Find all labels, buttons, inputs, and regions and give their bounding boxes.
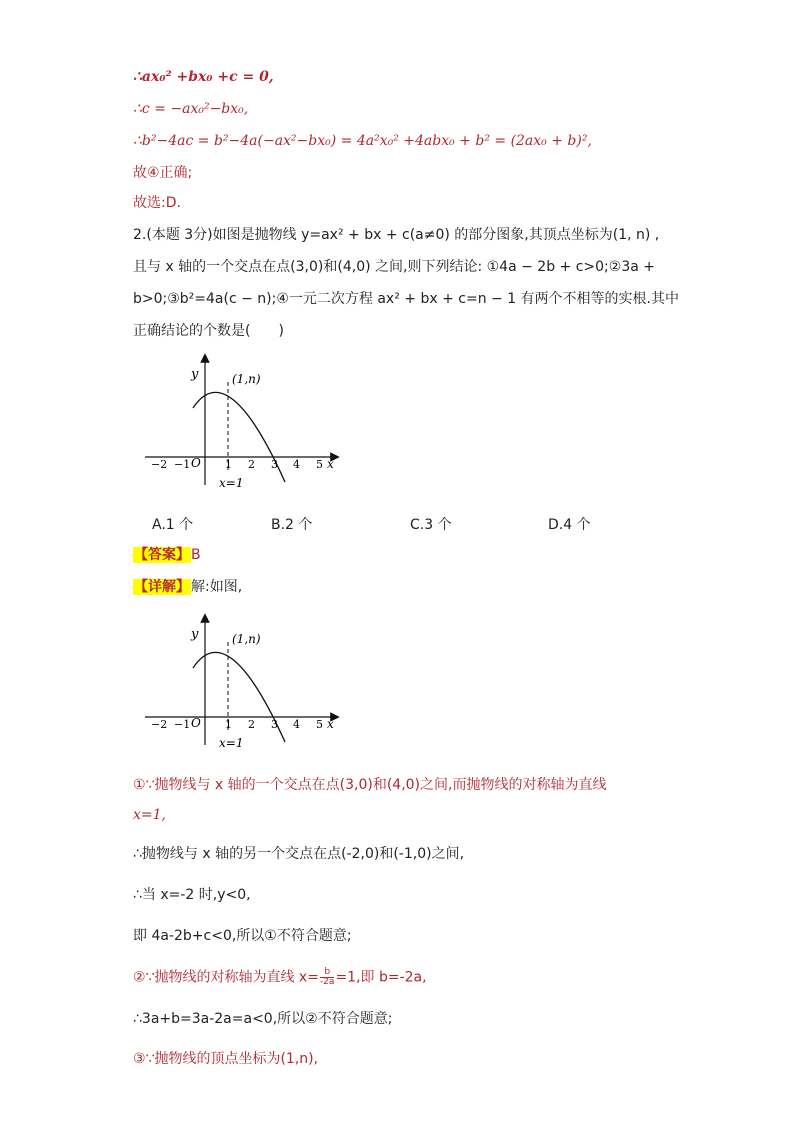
step5-suffix: =1,即 b=-2a,	[335, 969, 427, 986]
y-axis-label: y	[191, 367, 199, 382]
detail-text: 解:如图,	[191, 579, 243, 595]
tick-label: 4	[293, 718, 300, 731]
tick-label: 5	[316, 718, 323, 731]
detail-line	[133, 578, 242, 596]
x-axis-label: x	[327, 717, 334, 731]
step5-prefix: ②∵抛物线的对称轴为直线 x=	[133, 969, 319, 986]
choice-d: D.4 个	[548, 517, 591, 533]
tick-label: −2	[151, 718, 168, 731]
question-line-4: 正确结论的个数是( )	[133, 323, 284, 339]
tick-label: −1	[174, 718, 191, 731]
origin-label: O	[191, 456, 201, 470]
tick-label: 1	[225, 458, 232, 471]
tick-label: 2	[248, 458, 255, 471]
derivation-line-1: ∴ax₀² +bx₀ +c = 0,	[133, 69, 274, 85]
tick-label: 3	[271, 718, 278, 731]
fraction	[320, 968, 335, 987]
solution-step-1b: x=1,	[133, 807, 166, 823]
symmetry-axis-label: x=1	[219, 736, 244, 750]
choice-line: 故选:D.	[133, 195, 181, 211]
symmetry-axis-label: x=1	[219, 476, 244, 490]
question-line-2: 且与 x 轴的一个交点在点(3,0)和(4,0) 之间,则下列结论: ①4a − 2b + c>0;②3a +	[133, 259, 655, 275]
tick-label: 4	[293, 458, 300, 471]
vertex-label: (1,n)	[232, 632, 261, 646]
tick-label: 2	[248, 718, 255, 731]
solution-step-5	[133, 968, 427, 987]
derivation-line-2: ∴c = −ax₀²−bx₀,	[133, 101, 249, 117]
fraction-numerator: b	[320, 968, 335, 978]
tick-label: −2	[151, 458, 168, 471]
solution-step-6: ∴3a+b=3a-2a=a<0,所以②不符合题意;	[133, 1011, 393, 1027]
tick-label: 5	[316, 458, 323, 471]
solution-step-1a: ①∵抛物线与 x 轴的一个交点在点(3,0)和(4,0)之间,而抛物线的对称轴为直线	[133, 777, 607, 793]
parabola-graph-2	[135, 610, 345, 755]
tick-label: −1	[174, 458, 191, 471]
detail-tag: 【详解】	[134, 579, 190, 595]
solution-step-4: 即 4a-2b+c<0,所以①不符合题意;	[133, 928, 352, 944]
question-line-1: 2.(本题 3分)如图是抛物线 y=ax² + bx + c(a≠0) 的部分图象,其顶点坐标为(1, n) ,	[133, 227, 660, 243]
choice-c: C.3 个	[410, 517, 452, 533]
answer-value: B	[191, 547, 201, 563]
solution-step-3: ∴当 x=-2 时,y<0,	[133, 887, 251, 903]
conclusion-line: 故④正确;	[133, 165, 193, 181]
origin-label: O	[191, 716, 201, 730]
tick-label: 3	[271, 458, 278, 471]
answer-line	[133, 546, 201, 564]
fraction-denominator: -2a	[319, 977, 335, 987]
vertex-label: (1,n)	[232, 372, 261, 386]
choice-b: B.2 个	[271, 517, 313, 533]
question-line-3: b>0;③b²=4a(c − n);④一元二次方程 ax² + bx + c=n − 1 有两个不相等的实根.其中	[133, 291, 679, 307]
choice-a: A.1 个	[152, 517, 194, 533]
solution-step-7: ③∵抛物线的顶点坐标为(1,n),	[133, 1051, 319, 1067]
parabola-graph-1	[135, 350, 345, 495]
solution-step-2: ∴抛物线与 x 轴的另一个交点在点(-2,0)和(-1,0)之间,	[133, 846, 465, 862]
x-axis-label: x	[327, 457, 334, 471]
answer-tag: 【答案】	[134, 547, 190, 563]
tick-label: 1	[225, 718, 232, 731]
y-axis-label: y	[191, 627, 199, 642]
derivation-line-3: ∴b²−4ac = b²−4a(−ax²−bx₀) = 4a²x₀² +4abx₀ + b² = (2ax₀ + b)²,	[133, 133, 592, 149]
